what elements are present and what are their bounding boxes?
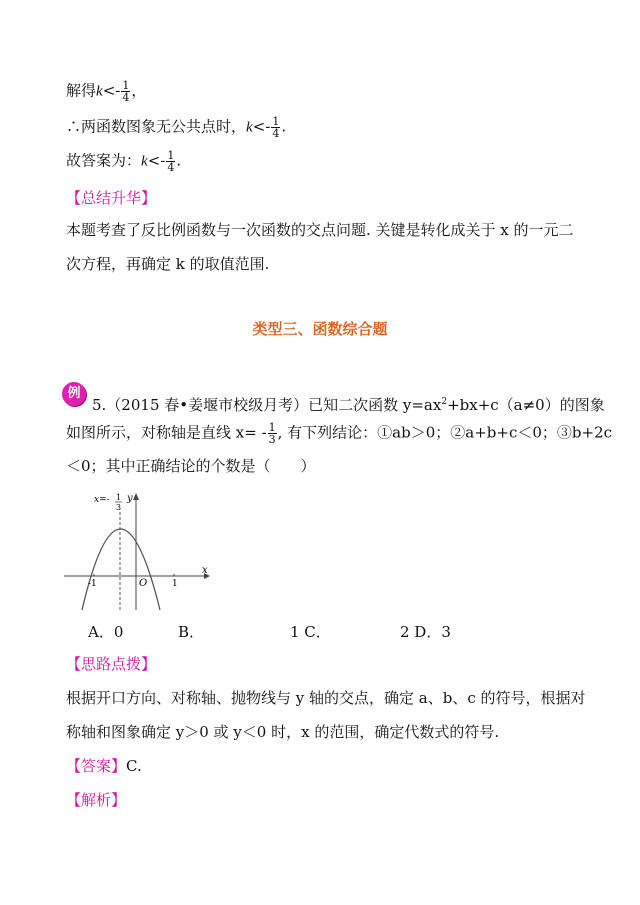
section-heading: 类型三、函数综合题 [252, 320, 388, 338]
question-line-3: ＜0；其中正确结论的个数是（ ） [66, 457, 316, 475]
hint-line-2: 称轴和图象确定 y＞0 或 y＜0 时，x 的范围，确定代数式的符号. [66, 723, 500, 741]
hint-tag: 【思路点拨】 [66, 655, 157, 673]
fraction: $\frac{1}{4}$ [272, 115, 280, 140]
tick-label-neg1: -1 [88, 579, 97, 589]
fraction: $\frac{1}{4}$ [122, 79, 130, 104]
svg-text:1: 1 [116, 493, 122, 502]
summary-line-1: 本题考查了反比例函数与一次函数的交点问题. 关键是转化成关于 x 的一元二 [66, 221, 574, 239]
y-axis-label: y [127, 493, 133, 504]
question-line-1: 5.（2015 春•姜堰市校级月考）已知二次函数 $y=ax^2+bx+c(a\ne 0)$的图象 [92, 396, 605, 414]
hint-line-1: 根据开口方向、对称轴、抛物线与 y 轴的交点，确定 a、b、c 的符号，根据对 [66, 689, 586, 707]
answer-value: C. [126, 757, 142, 775]
option-d: 2 D．3 [400, 623, 451, 641]
x-axis-label: x [202, 565, 208, 576]
parabola-graph [64, 488, 214, 613]
answer-tag: 【答案】 [66, 757, 127, 775]
variable-k: k [246, 119, 253, 136]
variable-k: k [141, 153, 148, 170]
tick-label-pos1: 1 [172, 579, 178, 589]
origin-label: O [139, 578, 148, 589]
option-a: A．0 [88, 623, 124, 641]
question-line-2: 如图所示，对称轴是直线 x= - $\frac{1}{3}$ , 有下列结论：①ab＞0；②a+b+c＜0；③b+2c [66, 421, 613, 446]
option-c: 1 C． [290, 623, 331, 641]
option-b: B． [178, 623, 205, 641]
svg-text:3: 3 [116, 503, 122, 512]
variable-k: k [96, 83, 103, 100]
symmetry-label: x=- [94, 495, 110, 505]
summary-tag: 【总结升华】 [66, 189, 157, 207]
solution-line-3: 故答案为：k<- $\frac{1}{4}$ . [66, 149, 182, 174]
solution-line-1: 解得k<- $\frac{1}{4}$ ， [66, 79, 147, 104]
example-badge-icon: 例 [62, 382, 86, 406]
fraction: $\frac{1}{4}$ [167, 149, 175, 174]
answer-line [66, 756, 142, 776]
summary-line-2: 次方程，再确定 k 的取值范围. [66, 255, 270, 273]
analysis-tag: 【解析】 [66, 791, 127, 809]
fraction: $\frac{1}{3}$ [268, 421, 276, 446]
solution-line-2: ∴两函数图象无公共点时，k<- $\frac{1}{4}$ . [66, 115, 287, 140]
